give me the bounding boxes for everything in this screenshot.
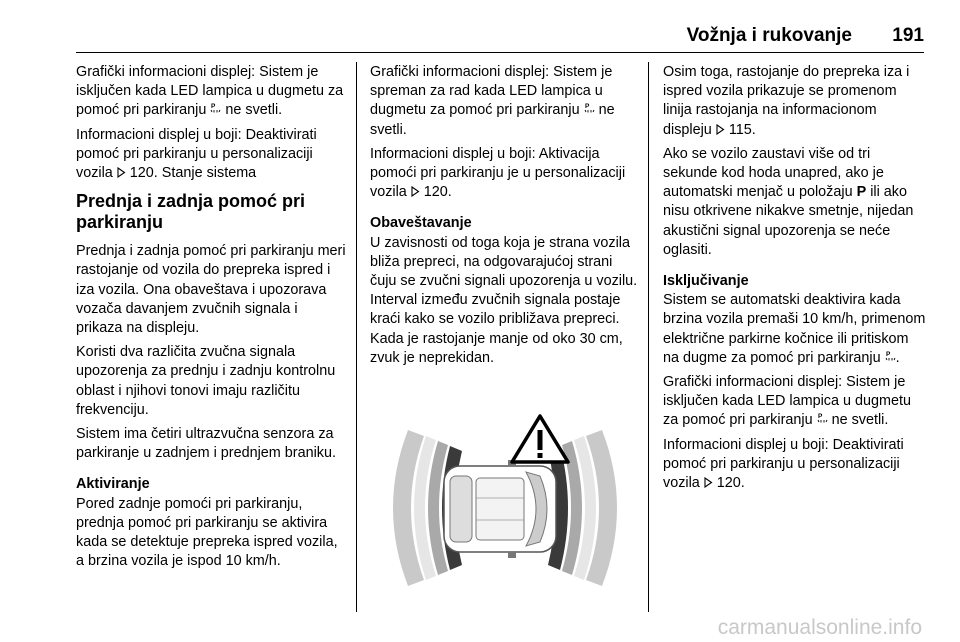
page-header	[0, 0, 960, 56]
paragraph: Sistem se automatski deaktivira kada brzina vozila premaši 10 km/h, primenom električne parkirne kočnice ili pritiskom na dugme za pomoć pri parkiranju P .	[663, 292, 926, 366]
section-heading: Prednja i zadnja pomoć pri parkiranju	[76, 191, 306, 233]
paragraph: Grafički informacioni displej: Sistem je spreman za rad kada LED lampica u dugmetu za pomoć pri parkiranju P ne svetli.	[370, 64, 615, 138]
page-header-title: Vožnja i rukovanje	[686, 25, 852, 46]
paragraph: Grafički informacioni displej: Sistem je isključen kada LED lampica u dugmetu za pomoć pri parkiranju P ne svetli.	[76, 64, 344, 119]
svg-text:P: P	[211, 103, 216, 111]
page-reference-arrow-icon	[716, 124, 725, 135]
page-reference-arrow-icon	[117, 167, 126, 178]
park-assist-button-icon	[584, 102, 595, 114]
subsection-heading: Aktiviranje	[76, 476, 150, 493]
svg-text:P: P	[584, 103, 589, 111]
park-assist-button-icon	[210, 102, 221, 114]
column-divider	[648, 62, 649, 612]
paragraph: Grafički informacioni displej: Sistem je isključen kada LED lampica u dugmetu za pomoć pri parkiranju P ne svetli.	[663, 374, 911, 429]
park-assist-button-icon	[885, 350, 896, 362]
text-column-1	[76, 63, 346, 576]
paragraph: Pored zadnje pomoći pri parkiranju, prednja pomoć pri parkiranju se aktivira kada se detektuje prepreka ispred vozila, a brzina vozila je ispod 10 km/h.	[76, 495, 338, 570]
warning-triangle-icon	[512, 416, 568, 462]
text-column-2	[370, 63, 640, 373]
paragraph: Prednja i zadnja pomoć pri parkiranju meri rastojanje od vozila do prepreka ispred i iza vozila. Ona obaveštava i upozorava vozača davanjem zvučnih signala i prikaza na displeju.	[76, 243, 346, 337]
subsection-heading: Obaveštavanje	[370, 215, 472, 232]
paragraph: Informacioni displej u boji: Aktivacija pomoći pri parkiranju je u personalizaciji vozila 120.	[370, 145, 626, 201]
svg-text:P: P	[885, 350, 890, 358]
gear-position-label: P	[856, 184, 867, 201]
paragraph: Ako se vozilo zaustavi više od tri sekunde kod hoda unapred, ako je automatski menjač u položaju P ili ako nisu otkrivene nikakve smetnje, nijedan akustični signal upozorenja se neće oglasiti.	[663, 145, 914, 258]
paragraph: Informacioni displej u boji: Deaktivirati pomoć pri parkiranju u personalizaciji vozila 120. Stanje sistema	[76, 126, 317, 182]
paragraph: Koristi dva različita zvučna signala upozorenja za prednju i zadnju kontrolnu oblast i njihovi tonovi imaju različitu frekvenciju.	[76, 344, 336, 418]
page-number: 191	[892, 25, 924, 46]
column-divider	[356, 62, 357, 612]
parking-sensor-illustration	[370, 410, 642, 606]
paragraph: Osim toga, rastojanje do prepreka iza i ispred vozila prikazuje se promenom linija rastojanja na informacionom displeju 115.	[663, 64, 910, 138]
paragraph: U zavisnosti od toga koja je strana vozila bliža prepreci, na odgovarajućoj strani čuju se zvučni signali upozorenja u vozilu. Interval između zvučnih signala postaje kraći kako se vozilo približava prepreci. Kada je rastojanje manje od oko 30 cm, zvuk je neprekidan.	[370, 234, 638, 366]
car-top-view-icon	[444, 460, 556, 558]
text-column-3	[663, 63, 928, 498]
header-rule	[76, 52, 924, 53]
page-reference-arrow-icon	[411, 186, 420, 197]
watermark: carmanualsonline.info	[717, 616, 922, 639]
paragraph: Sistem ima četiri ultrazvučna senzora za parkiranje u zadnjem i prednjem braniku.	[76, 426, 336, 462]
park-assist-button-icon	[817, 412, 828, 424]
subsection-heading: Isključivanje	[663, 273, 749, 290]
page-reference-arrow-icon	[704, 477, 713, 488]
paragraph: Informacioni displej u boji: Deaktivirati pomoć pri parkiranju u personalizaciji vozila 120.	[663, 436, 904, 492]
svg-text:P: P	[817, 413, 822, 421]
